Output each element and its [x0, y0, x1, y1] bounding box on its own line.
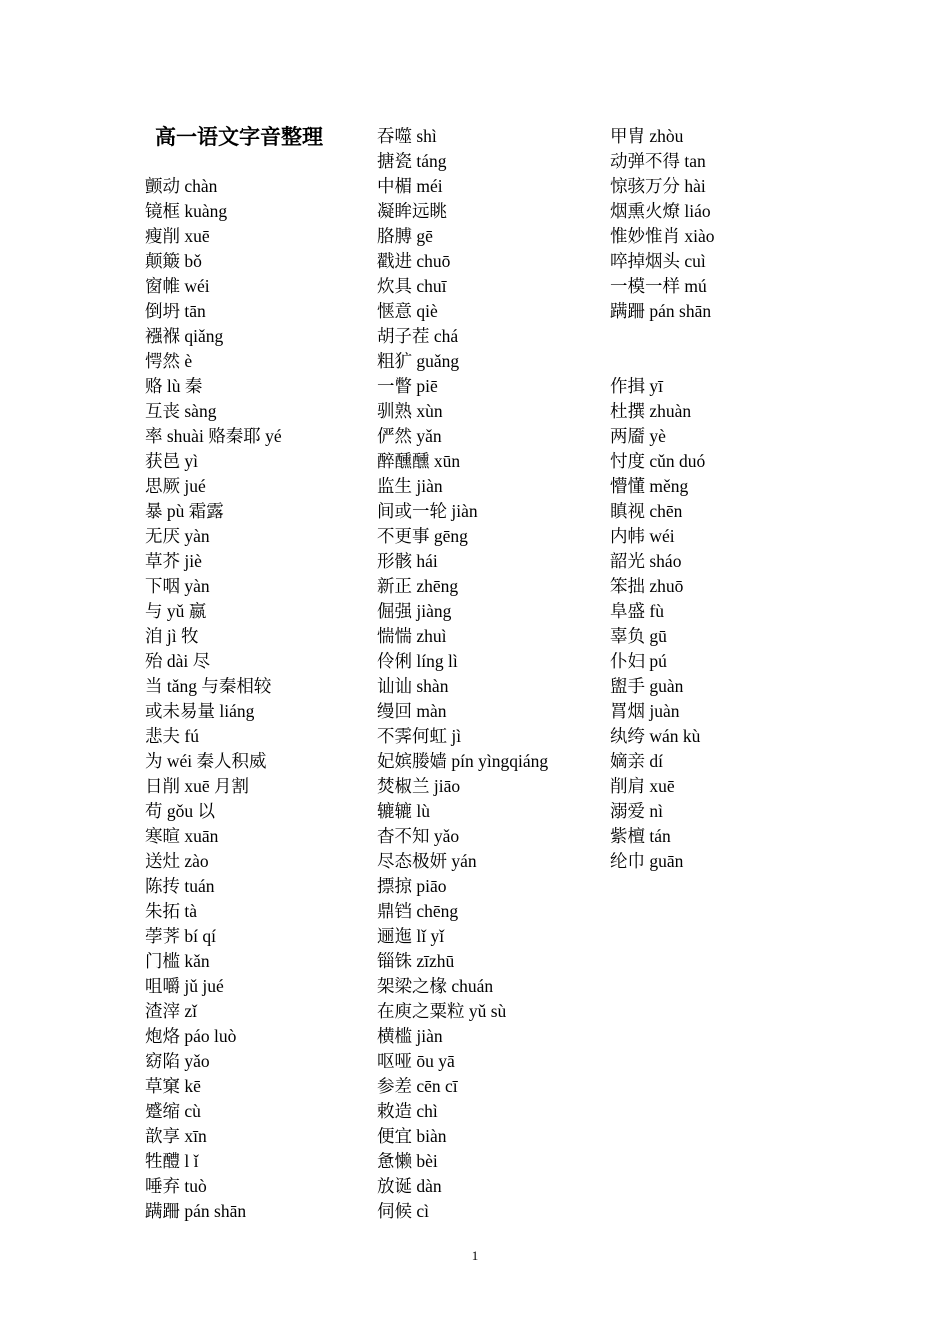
page-number: 1 — [471, 1248, 479, 1263]
vocab-entry: 粗犷 guǎng — [377, 351, 460, 371]
vocab-entry: 动弹不得 tan — [610, 151, 706, 171]
vocab-entry: 为 wéi 秦人积威 — [145, 751, 267, 771]
vocab-entry: 伶俐 líng lì — [377, 651, 458, 671]
vocab-entry: 逦迤 lǐ yǐ — [377, 926, 445, 946]
vocab-entry: 间或一轮 jiàn — [377, 501, 478, 521]
vocab-entry: 懵懂 měng — [610, 476, 689, 496]
vocab-entry: 门槛 kǎn — [145, 951, 210, 971]
vocab-entry: 胳膊 gē — [377, 226, 433, 246]
vocab-entry: 唾弃 tuò — [145, 1176, 207, 1196]
vocab-entry: 锱铢 zīzhū — [377, 951, 455, 971]
vocab-entry: 颠簸 bǒ — [145, 251, 202, 271]
vocab-entry: 朱拓 tà — [145, 901, 198, 921]
vocab-entry: 伺候 cì — [377, 1201, 430, 1221]
vocab-entry: 俨然 yǎn — [377, 426, 442, 446]
vocab-entry: 监生 jiàn — [377, 476, 443, 496]
vocab-entry: 下咽 yàn — [145, 576, 210, 596]
vocab-entry: 窗帷 wéi — [145, 276, 210, 296]
vocab-entry: 惫懒 bèi — [377, 1151, 438, 1171]
vocab-entry: 放诞 dàn — [377, 1176, 442, 1196]
vocab-entry: 胡子茬 chá — [377, 326, 459, 346]
vocab-entry: 窈陷 yǎo — [145, 1051, 210, 1071]
vocab-entry: 互丧 sàng — [145, 401, 217, 421]
vocab-entry: 忖度 cǔn duó — [610, 451, 706, 471]
vocab-entry: 盥手 guàn — [610, 676, 684, 696]
vocab-entry: 咀嚼 jǔ jué — [145, 976, 224, 996]
vocab-entry: 紫檀 tán — [610, 826, 671, 846]
vocab-entry: 杜撰 zhuàn — [610, 401, 692, 421]
vocab-entry: 歆享 xīn — [145, 1126, 207, 1146]
vocab-entry: 寒暄 xuān — [145, 826, 219, 846]
vocab-entry: 阜盛 fù — [610, 601, 664, 621]
vocab-entry: 辘辘 lù — [377, 801, 430, 821]
vocab-entry: 罥烟 juàn — [610, 701, 680, 721]
vocab-entry: 日削 xuē 月割 — [145, 776, 250, 796]
vocab-entry: 横槛 jiàn — [377, 1026, 443, 1046]
vocab-entry: 倔强 jiàng — [377, 601, 452, 621]
vocab-entry: 惬意 qiè — [377, 301, 438, 321]
vocab-entry: 渣滓 zǐ — [145, 1001, 198, 1021]
vocab-entry: 率 shuài 赂秦耶 yé — [145, 426, 282, 446]
vocab-entry: 形骸 hái — [377, 551, 438, 571]
vocab-entry: 陈抟 tuán — [145, 876, 215, 896]
vocab-entry: 溺爱 nì — [610, 801, 663, 821]
vocab-entry: 杳不知 yǎo — [377, 826, 460, 846]
vocab-entry: 草芥 jiè — [145, 551, 202, 571]
document-title: 高一语文字音整理 — [155, 125, 323, 149]
vocab-entry: 无厌 yàn — [145, 526, 210, 546]
vocab-entry: 摽掠 piāo — [377, 876, 447, 896]
vocab-entry: 呕哑 ōu yā — [377, 1051, 455, 1071]
vocab-entry: 颤动 chàn — [145, 176, 218, 196]
vocab-entry: 洎 jì 牧 — [145, 626, 199, 646]
vocab-entry: 镜框 kuàng — [145, 201, 228, 221]
vocab-entry: 搪瓷 táng — [377, 151, 447, 171]
vocab-entry: 中楣 méi — [377, 176, 443, 196]
vocab-entry: 当 tǎng 与秦相较 — [145, 676, 272, 696]
vocab-entry: 暴 pù 霜露 — [145, 501, 224, 521]
vocab-entry: 缦回 màn — [377, 701, 447, 721]
vocab-entry: 吞噬 shì — [377, 126, 437, 146]
vocab-entry: 瘦削 xuē — [145, 226, 210, 246]
vocab-entry: 蹒跚 pán shān — [610, 301, 712, 321]
vocab-entry: 在庾之粟粒 yǔ sù — [377, 1001, 507, 1021]
vocab-entry: 赂 lù 秦 — [145, 376, 203, 396]
vocab-entry: 纶巾 guān — [610, 851, 684, 871]
vocab-entry: 焚椒兰 jiāo — [377, 776, 461, 796]
vocab-entry: 苟 gǒu 以 — [145, 801, 215, 821]
vocab-entry: 惴惴 zhuì — [377, 626, 447, 646]
vocab-column-2 — [377, 124, 548, 1224]
vocab-entry: 不更事 gēng — [377, 526, 468, 546]
vocab-column-3 — [610, 124, 715, 874]
vocab-entry: 削肩 xuē — [610, 776, 675, 796]
vocab-entry: 蹙缩 cù — [145, 1101, 201, 1121]
vocab-entry: 牲醴 l ǐ — [145, 1151, 199, 1171]
vocab-entry: 荸荠 bí qí — [145, 926, 216, 946]
vocab-entry: 便宜 biàn — [377, 1126, 447, 1146]
blank-line — [610, 324, 715, 349]
vocab-entry: 悲夫 fú — [145, 726, 199, 746]
vocab-entry: 醉醺醺 xūn — [377, 451, 461, 471]
vocab-entry: 草窠 kē — [145, 1076, 201, 1096]
vocab-entry: 炊具 chuī — [377, 276, 447, 296]
vocab-entry: 讪讪 shàn — [377, 676, 449, 696]
vocab-entry: 凝眸远眺 — [377, 201, 447, 221]
vocab-entry: 甲胄 zhòu — [610, 126, 684, 146]
vocab-entry: 惟妙惟肖 xiào — [610, 226, 715, 246]
vocab-entry: 参差 cēn cī — [377, 1076, 458, 1096]
vocab-entry: 戳进 chuō — [377, 251, 451, 271]
vocab-entry: 惊骇万分 hài — [610, 176, 706, 196]
vocab-entry: 不霁何虹 jì — [377, 726, 462, 746]
vocab-entry: 两靥 yè — [610, 426, 666, 446]
vocab-column-1 — [145, 174, 282, 1224]
vocab-entry: 烟熏火燎 liáo — [610, 201, 711, 221]
vocab-entry: 韶光 sháo — [610, 551, 682, 571]
vocab-entry: 鼎铛 chēng — [377, 901, 459, 921]
vocab-entry: 一瞥 piē — [377, 376, 438, 396]
vocab-entry: 驯熟 xùn — [377, 401, 443, 421]
vocab-entry: 与 yǔ 嬴 — [145, 601, 207, 621]
vocab-entry: 送灶 zào — [145, 851, 209, 871]
vocab-entry: 纨绔 wán kù — [610, 726, 701, 746]
vocab-entry: 新正 zhēng — [377, 576, 459, 596]
vocab-entry: 嫡亲 dí — [610, 751, 663, 771]
vocab-entry: 仆妇 pú — [610, 651, 667, 671]
vocab-entry: 妃嫔媵嫱 pín yìngqiáng — [377, 751, 549, 771]
vocab-entry: 殆 dài 尽 — [145, 651, 211, 671]
blank-line — [610, 349, 715, 374]
vocab-entry: 一模一样 mú — [610, 276, 707, 296]
vocab-entry: 炮烙 páo luò — [145, 1026, 237, 1046]
vocab-entry: 架梁之椽 chuán — [377, 976, 494, 996]
vocab-entry: 获邑 yì — [145, 451, 198, 471]
vocab-entry: 啐掉烟头 cuì — [610, 251, 706, 271]
vocab-entry: 蹒跚 pán shān — [145, 1201, 247, 1221]
vocab-entry: 思厥 jué — [145, 476, 206, 496]
vocab-entry: 瞋视 chēn — [610, 501, 683, 521]
vocab-entry: 或未易量 liáng — [145, 701, 255, 721]
vocab-entry: 作揖 yī — [610, 376, 663, 396]
vocab-entry: 倒坍 tān — [145, 301, 206, 321]
vocab-entry: 愕然 è — [145, 351, 193, 371]
vocab-entry: 襁褓 qiǎng — [145, 326, 224, 346]
vocab-entry: 敕造 chì — [377, 1101, 438, 1121]
vocab-entry: 辜负 gū — [610, 626, 667, 646]
vocab-entry: 内帏 wéi — [610, 526, 675, 546]
vocab-entry: 笨拙 zhuō — [610, 576, 684, 596]
vocab-entry: 尽态极妍 yán — [377, 851, 477, 871]
